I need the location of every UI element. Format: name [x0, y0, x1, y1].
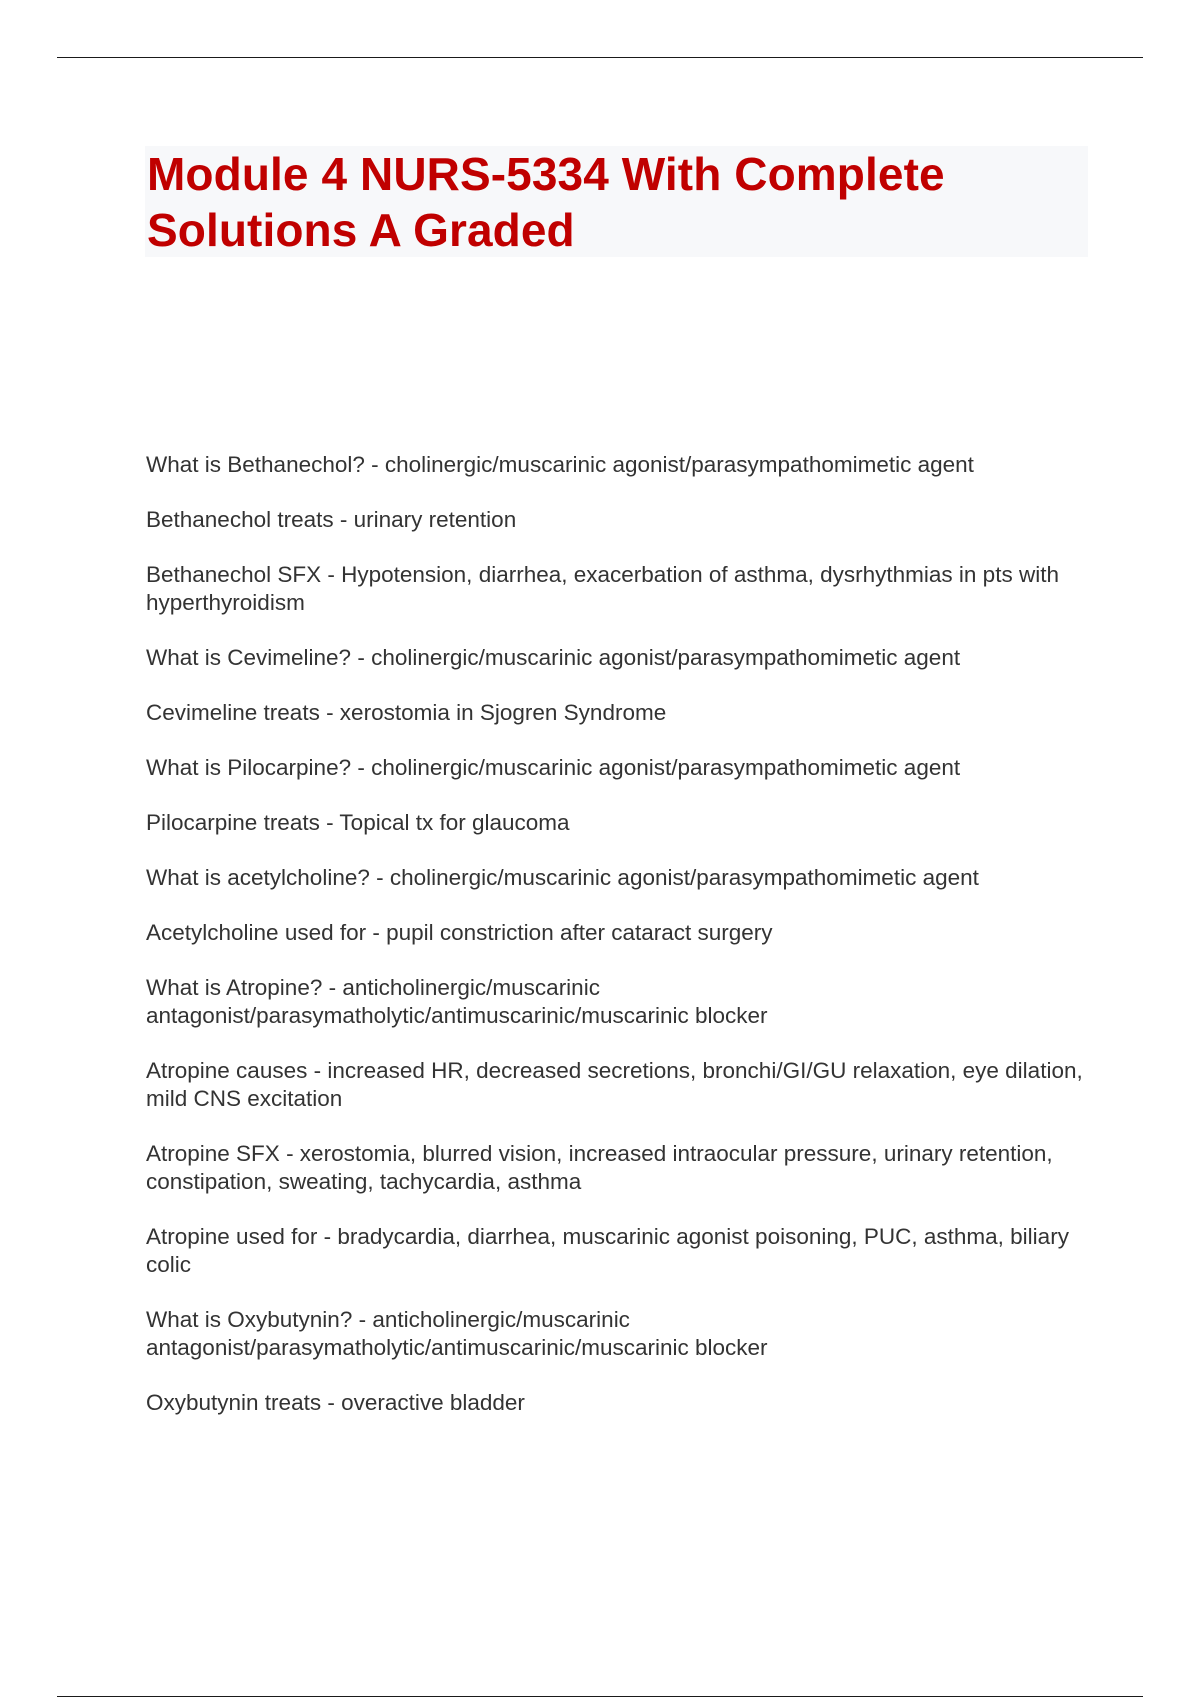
qa-item: What is Bethanechol? - cholinergic/muscarinic agonist/parasympathomimetic agent	[146, 452, 974, 477]
qa-item: Atropine used for - bradycardia, diarrhea, muscarinic agonist poisoning, PUC, asthma, biliary colic	[146, 1224, 1069, 1277]
qa-item: Pilocarpine treats - Topical tx for glaucoma	[146, 810, 570, 835]
bottom-rule	[57, 1696, 1143, 1697]
qa-item: What is Pilocarpine? - cholinergic/muscarinic agonist/parasympathomimetic agent	[146, 755, 961, 780]
qa-list	[146, 451, 1086, 1444]
qa-item: Bethanechol treats - urinary retention	[146, 507, 517, 532]
qa-item: What is Oxybutynin? - anticholinergic/muscarinic antagonist/parasymatholytic/antimuscarinic/muscarinic blocker	[146, 1307, 768, 1360]
qa-item: Atropine causes - increased HR, decreased secretions, bronchi/GI/GU relaxation, eye dilation, mild CNS excitation	[146, 1058, 1083, 1111]
document-title: Module 4 NURS-5334 With Complete Solutions A Graded	[147, 148, 945, 256]
qa-item: Cevimeline treats - xerostomia in Sjogren Syndrome	[146, 700, 667, 725]
qa-item: What is Atropine? - anticholinergic/muscarinic antagonist/parasymatholytic/antimuscarinic/muscarinic blocker	[146, 975, 768, 1028]
qa-item: What is Cevimeline? - cholinergic/muscarinic agonist/parasympathomimetic agent	[146, 645, 961, 670]
qa-item: Atropine SFX - xerostomia, blurred vision, increased intraocular pressure, urinary retention, constipation, sweating, tachycardia, asthma	[146, 1141, 1053, 1194]
qa-item: Bethanechol SFX - Hypotension, diarrhea, exacerbation of asthma, dysrhythmias in pts with hyperthyroidism	[146, 562, 1059, 615]
qa-item: Acetylcholine used for - pupil constriction after cataract surgery	[146, 920, 773, 945]
qa-item: Oxybutynin treats - overactive bladder	[146, 1390, 525, 1415]
top-rule	[57, 57, 1143, 58]
qa-item: What is acetylcholine? - cholinergic/muscarinic agonist/parasympathomimetic agent	[146, 865, 979, 890]
